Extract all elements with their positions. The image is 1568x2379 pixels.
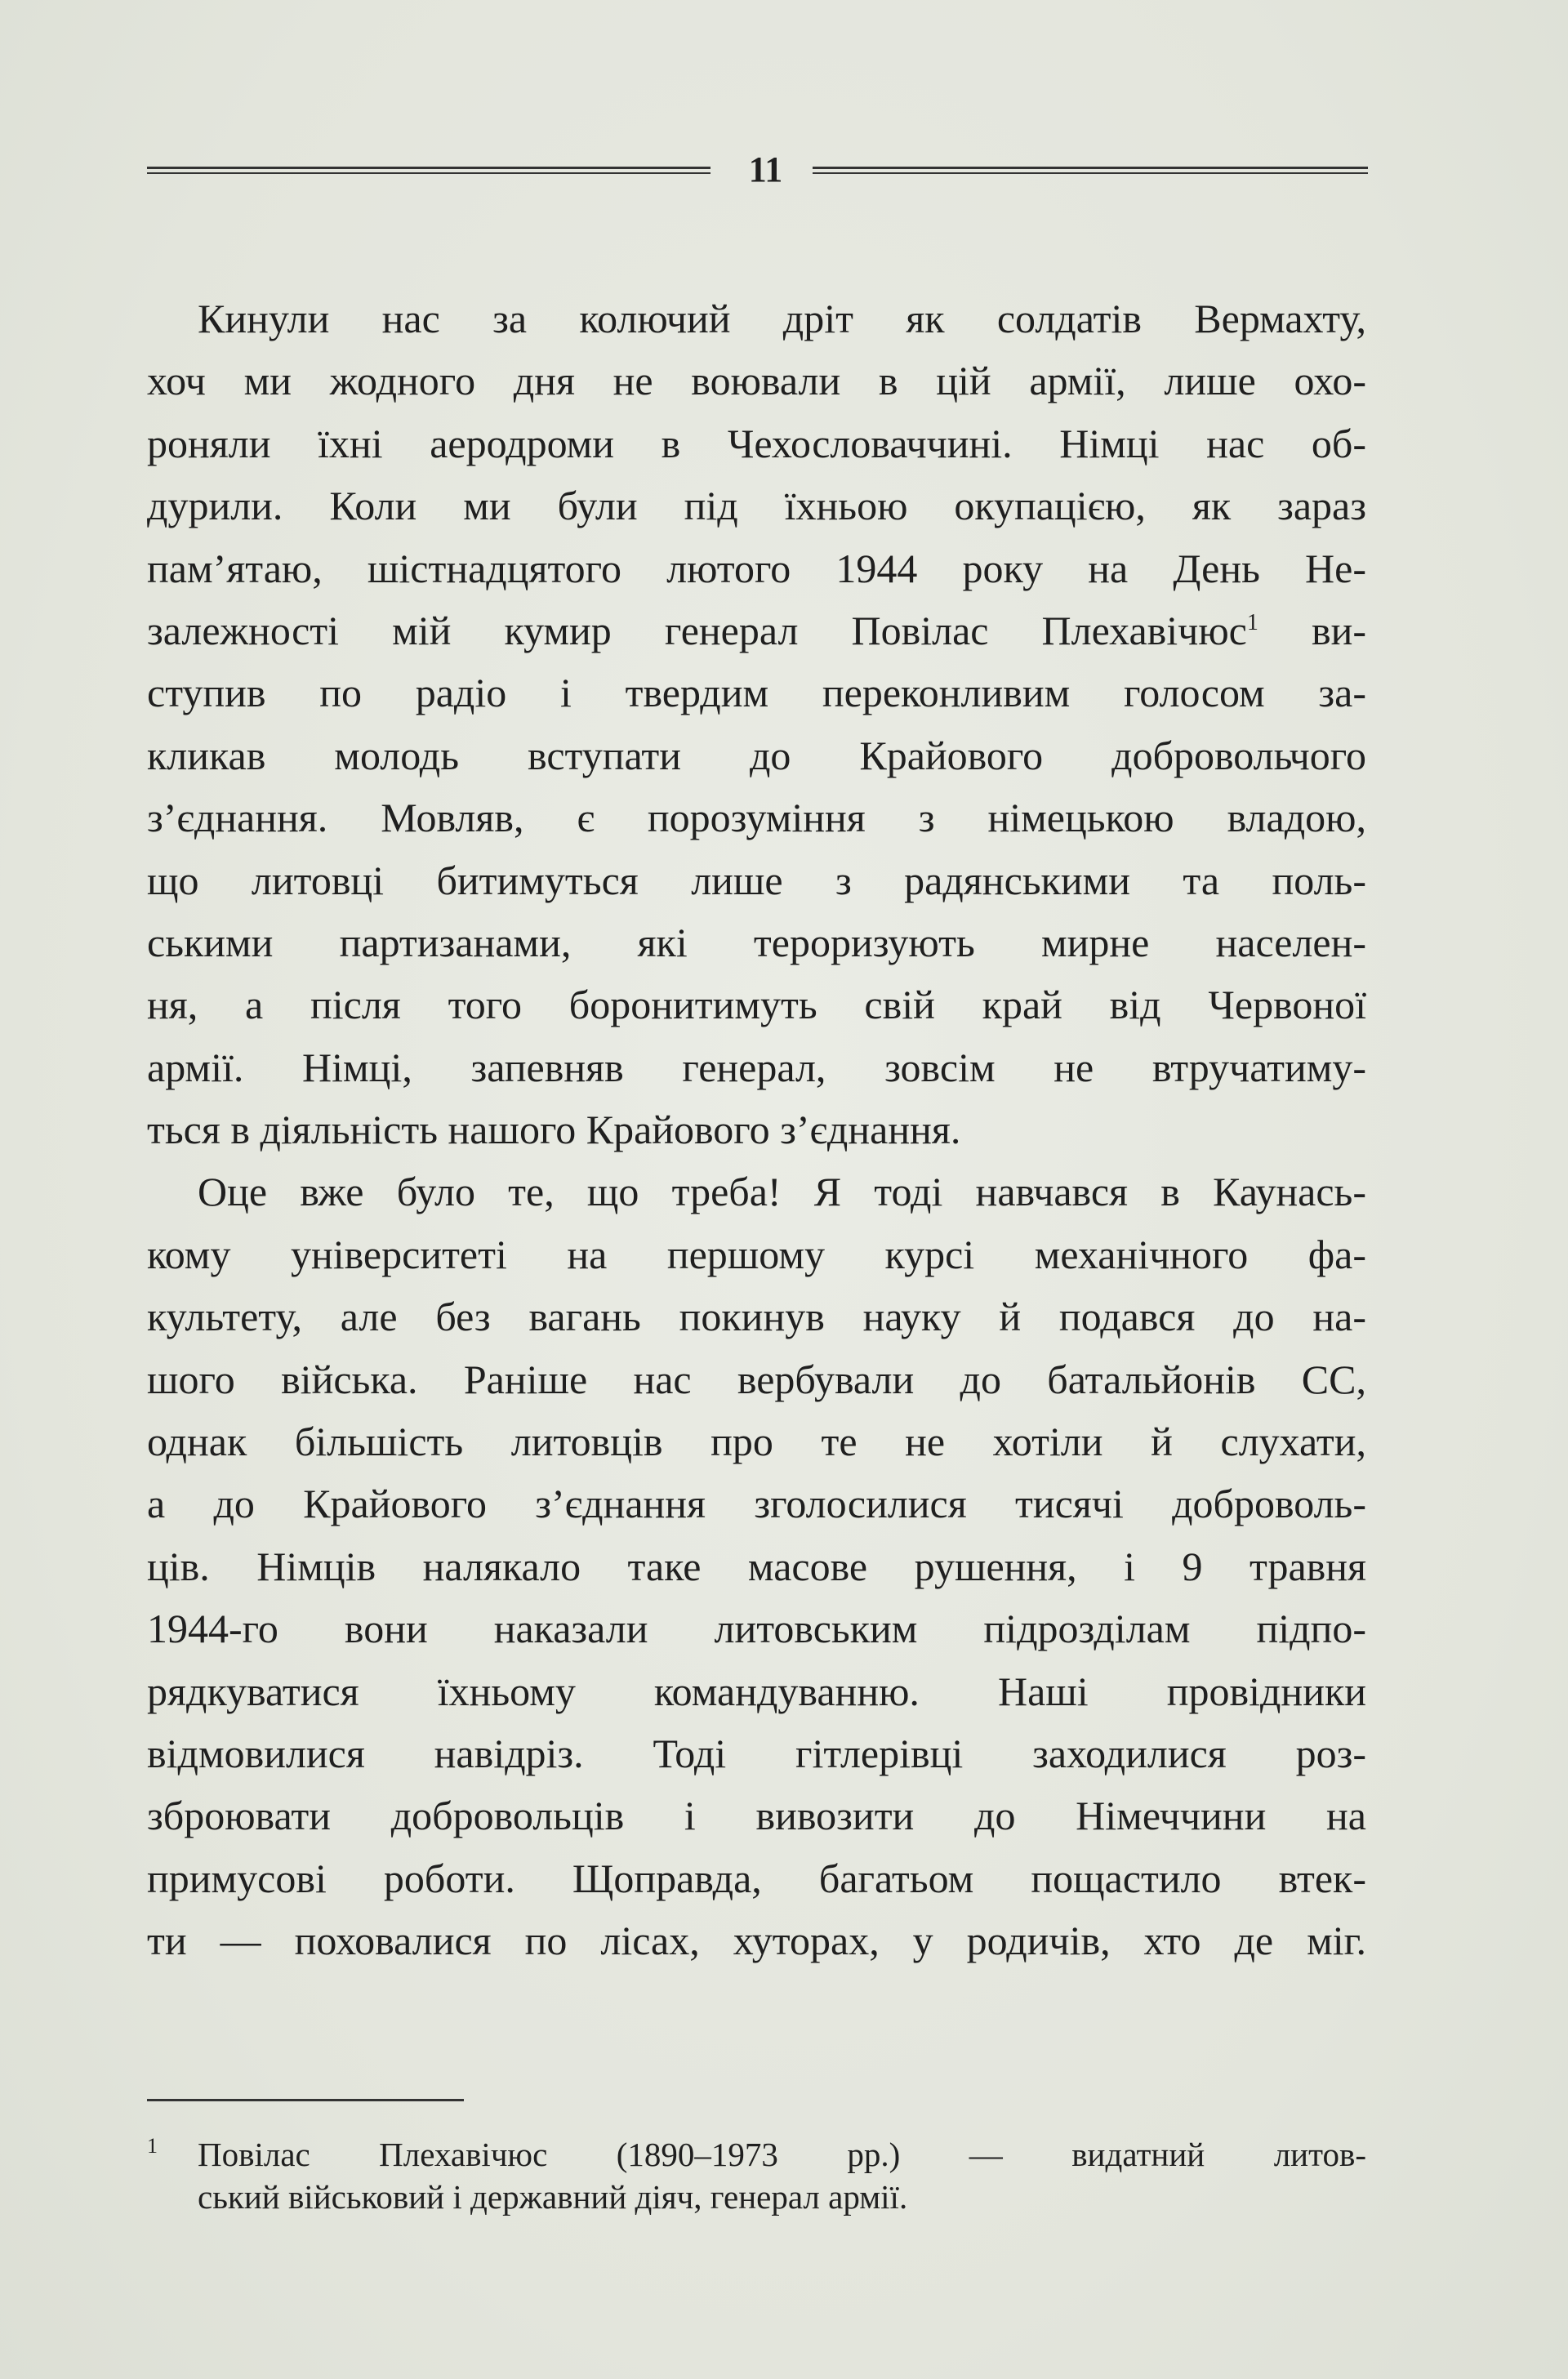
header-rule-right	[813, 167, 1368, 174]
text-line: рядкуватися їхньому командуванню. Наші провідники	[147, 1668, 1366, 1714]
header-rule-left	[147, 167, 710, 174]
text-line: ться в діяльність нашого Крайового з’єднання.	[147, 1107, 961, 1153]
text-line: ня, а після того боронитимуть свій край від Червоної	[147, 982, 1366, 1028]
body-text	[147, 287, 1366, 1972]
text-line: ськими партизанами, які тероризують мирне населен-	[147, 919, 1366, 965]
text-line: а до Крайового з’єднання зголосилися тисячі доброволь-	[147, 1481, 1366, 1527]
text-line: примусові роботи. Щоправда, багатьом пощастило втек-	[147, 1855, 1366, 1901]
text-line: ти — поховалися по лісах, хуторах, у родичів, хто де міг.	[147, 1918, 1366, 1964]
text-line: роняли їхні аеродроми в Чехословаччині. Німці нас об-	[147, 420, 1366, 466]
text-line: ців. Німців налякало таке масове рушення, і 9 травня	[147, 1543, 1366, 1589]
text-segment: залежності мій кумир генерал Повілас Плехавічюс	[147, 607, 1247, 653]
text-line: з’єднання. Мовляв, є порозуміння з німецькою владою,	[147, 795, 1366, 841]
text-line: хоч ми жодного дня не воювали в цій армії, лише охо-	[147, 358, 1366, 404]
text-line: Кинули нас за колючий дріт як солдатів Вермахту,	[198, 296, 1366, 341]
page-number: 11	[748, 149, 783, 189]
footnote-line	[147, 2133, 1366, 2176]
text-line: що литовці битимуться лише з радянськими та поль-	[147, 857, 1366, 903]
text-line: кому університеті на першому курсі механічного фа-	[147, 1231, 1366, 1277]
text-line: 1944-го вони наказали литовським підрозділам підпо-	[147, 1606, 1366, 1652]
footnote-reference[interactable]: 1	[1246, 609, 1258, 635]
text-line: Оце вже було те, що треба! Я тоді навчався в Каунась-	[198, 1169, 1366, 1215]
page-header	[147, 149, 1368, 189]
footnote-text: Повілас Плехавічюс (1890–1973 рр.) — видатний литов-	[198, 2136, 1366, 2173]
text-line: шого війська. Раніше нас вербували до батальйонів СС,	[147, 1356, 1366, 1402]
text-line: зброювати добровольців і вивозити до Німеччини на	[147, 1793, 1366, 1839]
text-line: пам’ятаю, шістнадцятого лютого 1944 року на День Не-	[147, 545, 1366, 591]
text-line: армії. Німці, запевняв генерал, зовсім не втручатиму-	[147, 1044, 1366, 1090]
footnote-line	[147, 2176, 1366, 2218]
text-line	[147, 599, 1366, 662]
footnote-mark: 1	[147, 2134, 158, 2158]
text-segment: ви-	[1258, 607, 1366, 653]
text-line: відмовилися навідріз. Тоді гітлерівці заходилися роз-	[147, 1730, 1366, 1776]
text-line: однак більшість литовців про те не хотіли й слухати,	[147, 1419, 1366, 1465]
text-line: кликав молодь вступати до Крайового добровольчого	[147, 732, 1366, 778]
text-line: ступив по радіо і твердим переконливим голосом за-	[147, 670, 1366, 716]
footnote-rule	[147, 2099, 464, 2101]
footnote	[147, 2133, 1366, 2218]
text-line: культету, але без вагань покинув науку й подався до на-	[147, 1294, 1366, 1340]
text-line: дурили. Коли ми були під їхньою окупацією, як зараз	[147, 483, 1366, 529]
footnote-text: ський військовий і державний діяч, генерал армії.	[198, 2178, 908, 2216]
